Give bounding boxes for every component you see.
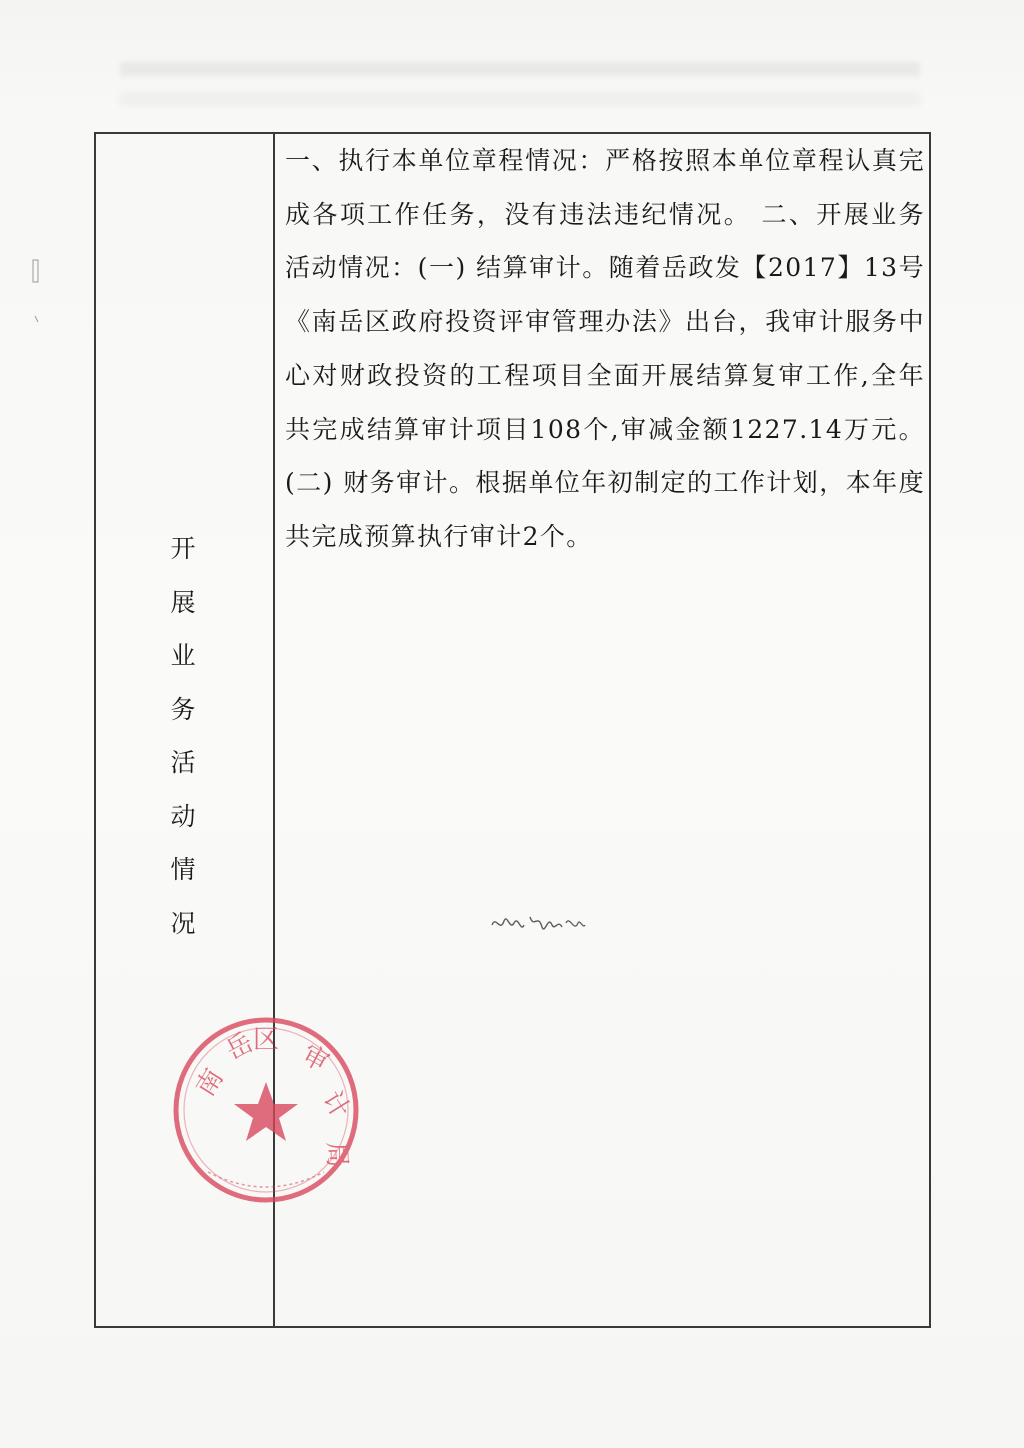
bleed-through-shadow [120,92,920,106]
svg-text:南: 南 [190,1063,230,1102]
svg-text:计: 计 [316,1085,356,1124]
section-label-char: 业 [170,641,196,670]
section-label-char: 务 [170,694,196,724]
section-label-char: 动 [170,801,196,831]
section-label-char: 况 [170,908,196,938]
section-label-char: 情 [170,855,196,884]
svg-text:岳: 岳 [221,1027,259,1067]
section-label-char: 活 [170,748,196,777]
handwritten-signature [488,903,588,943]
svg-text:审: 审 [296,1039,334,1079]
section-label-char: 开 [170,534,196,563]
official-seal [168,1012,364,1208]
section-label [150,522,216,950]
section-label-char: 展 [170,587,196,617]
svg-text:局: 局 [321,1141,352,1169]
bleed-through-shadow [120,62,920,76]
binding-marks [30,258,46,338]
activity-description: 一、执行本单位章程情况：严格按照本单位章程认真完成各项工作任务，没有违法违纪情况。 二、开展业务活动情况：(一) 结算审计。随着岳政发【2017】13号《南岳区政府投资评审管理办法》出台，我审计服务中心对财政投资的工程项目全面开展结算复审工作,全年共完成结算审计项目108个,审减金额1227.14万元。(二) 财务审计。根据单位年初制定的工作计划，本年度共完成预算执行审计2个。 [285,146,925,551]
svg-text:区: 区 [252,1025,280,1055]
